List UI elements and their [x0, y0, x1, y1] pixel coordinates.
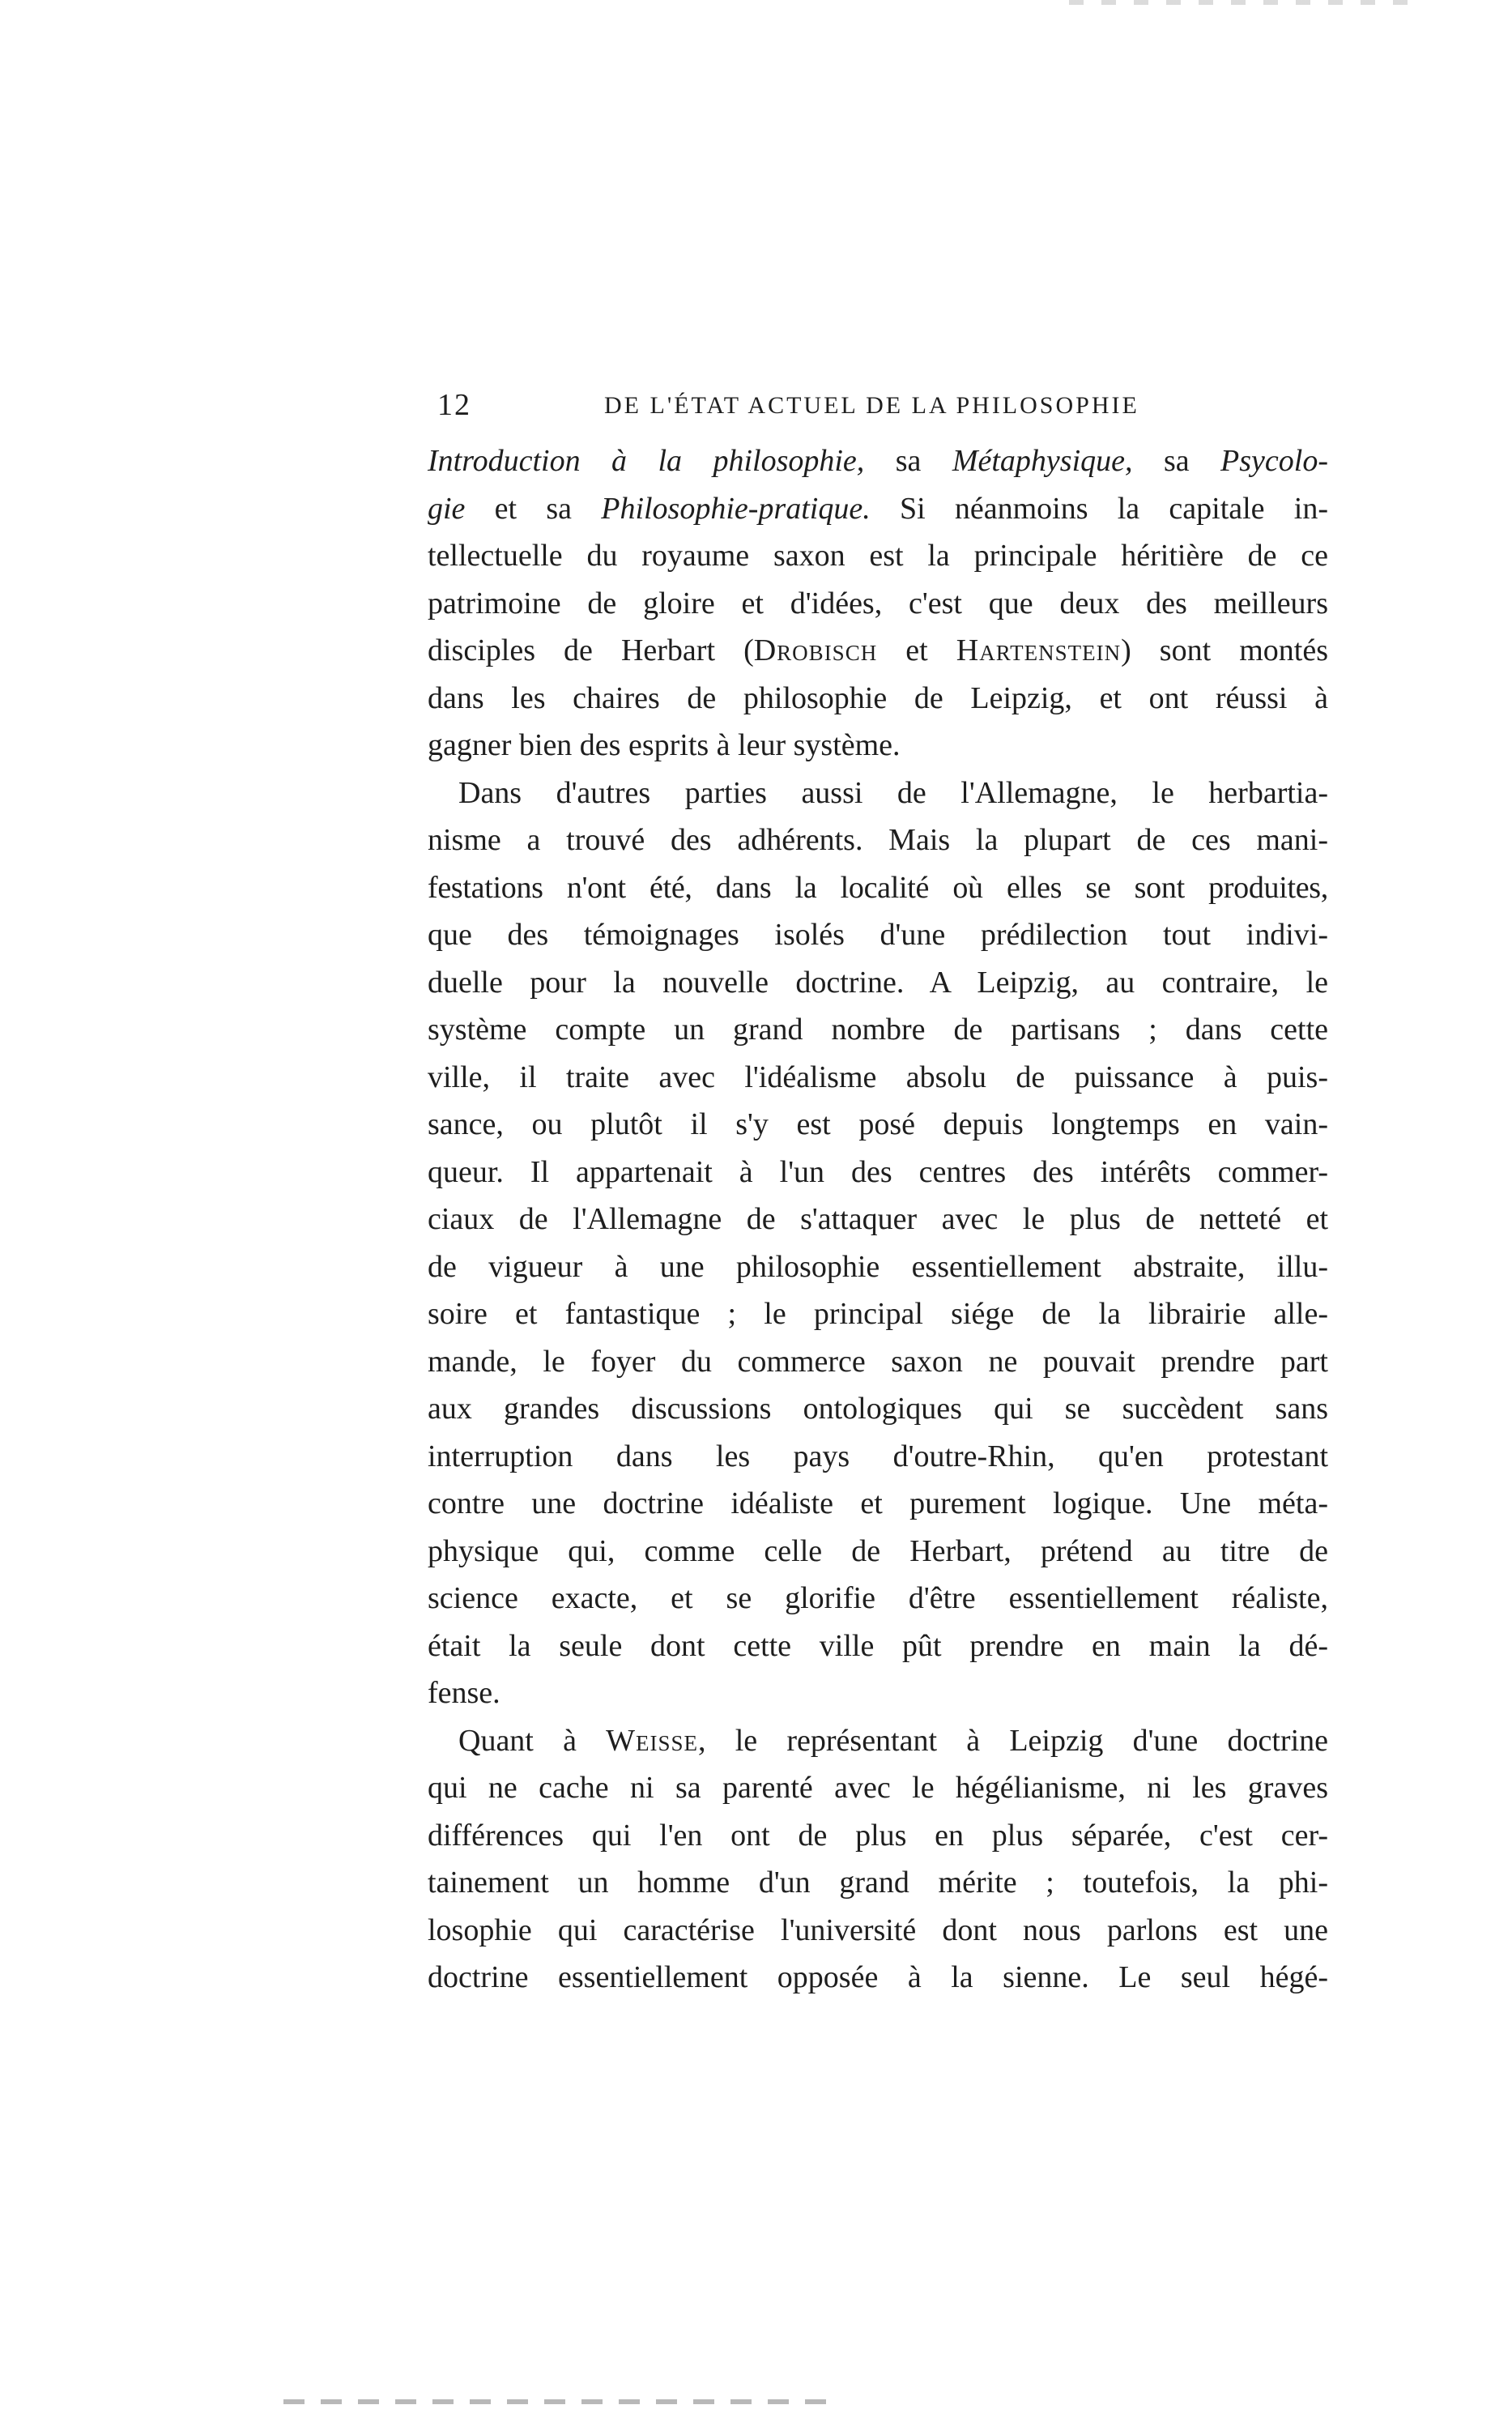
text-line: qui ne cache ni sa parenté avec le hégélianisme, ni les graves: [428, 1771, 1328, 1805]
text-line: que des témoignages isolés d'une prédilection tout indivi-: [428, 918, 1328, 952]
text-line: nisme a trouvé des adhérents. Mais la plupart de ces mani-: [428, 823, 1328, 857]
author-name: Drobisch: [753, 633, 878, 667]
text-line: de vigueur à une philosophie essentiellement abstraite, illu-: [428, 1249, 1328, 1284]
text-line: Introduction à la philosophie, sa Métaphysique, sa Psycolo-: [428, 444, 1328, 478]
text-line: losophie qui caractérise l'université dont nous parlons est une: [428, 1912, 1328, 1947]
text-line: gagner bien des esprits à leur système.: [428, 728, 901, 762]
text-line: doctrine essentiellement opposée à la sienne. Le seul hégé-: [428, 1960, 1328, 1994]
text-line: dans les chaires de philosophie de Leipzig, et ont réussi à: [428, 680, 1328, 715]
work-title: Psycolo-: [1220, 444, 1328, 478]
text-line: physique qui, comme celle de Herbart, prétend au titre de: [428, 1533, 1328, 1568]
author-name: Hartenstein: [956, 633, 1122, 667]
work-title: gie: [428, 491, 466, 526]
paragraph-start: Dans d'autres parties aussi de l'Allemagne, le herbartia-: [458, 775, 1328, 810]
text-line: ville, il traite avec l'idéalisme absolu de puissance à puis-: [428, 1060, 1328, 1094]
text-line: aux grandes discussions ontologiques qui se succèdent sans: [428, 1392, 1328, 1426]
text-line: festations n'ont été, dans la localité où elles se sont produites,: [428, 870, 1328, 905]
text-line: gie et sa Philosophie-pratique. Si néanmoins la capitale in-: [428, 491, 1328, 526]
text-line: queur. Il appartenait à l'un des centres des intérêts commer-: [428, 1154, 1328, 1189]
running-title: DE L'ÉTAT ACTUEL DE LA PHILOSOPHIE: [604, 392, 1139, 419]
page-header: [437, 387, 1328, 428]
text-line: sance, ou plutôt il s'y est posé depuis longtemps en vain-: [428, 1107, 1328, 1141]
text-line: patrimoine de gloire et d'idées, c'est que deux des meilleurs: [428, 586, 1328, 620]
text-line: soire et fantastique ; le principal siége de la librairie alle-: [428, 1297, 1328, 1331]
text-line: disciples de Herbart (Drobisch et Hartenstein) sont montés: [428, 633, 1328, 667]
body-text: [428, 437, 1328, 2002]
scan-edge-marks-bottom: [283, 2399, 834, 2404]
text-line: tellectuelle du royaume saxon est la principale héritière de ce: [428, 539, 1328, 573]
text-line: mande, le foyer du commerce saxon ne pouvait prendre part: [428, 1344, 1328, 1379]
text-line: duelle pour la nouvelle doctrine. A Leipzig, au contraire, le: [428, 965, 1328, 1000]
work-title: Philosophie-pratique.: [601, 491, 871, 526]
text-line: science exacte, et se glorifie d'être essentiellement réaliste,: [428, 1581, 1328, 1615]
text-line: système compte un grand nombre de partisans ; dans cette: [428, 1013, 1328, 1047]
paragraph-start: Quant à Weisse, le représentant à Leipzig d'une doctrine: [458, 1723, 1329, 1758]
text-line: ciaux de l'Allemagne de s'attaquer avec le plus de netteté et: [428, 1202, 1328, 1236]
page-number: 12: [437, 388, 471, 422]
text-line: fense.: [428, 1676, 500, 1710]
text-line: tainement un homme d'un grand mérite ; toutefois, la phi-: [428, 1866, 1328, 1900]
author-name: Weisse: [606, 1723, 699, 1758]
scan-edge-marks-top: [1069, 0, 1409, 5]
work-title: Métaphysique,: [952, 444, 1133, 478]
text-line: différences qui l'en ont de plus en plus séparée, c'est cer-: [428, 1818, 1328, 1853]
work-title: Introduction à la philosophie,: [428, 444, 865, 478]
text-line: contre une doctrine idéaliste et purement logique. Une méta-: [428, 1486, 1328, 1520]
text-line: interruption dans les pays d'outre-Rhin, qu'en protestant: [428, 1439, 1328, 1473]
text-line: était la seule dont cette ville pût prendre en main la dé-: [428, 1628, 1328, 1663]
